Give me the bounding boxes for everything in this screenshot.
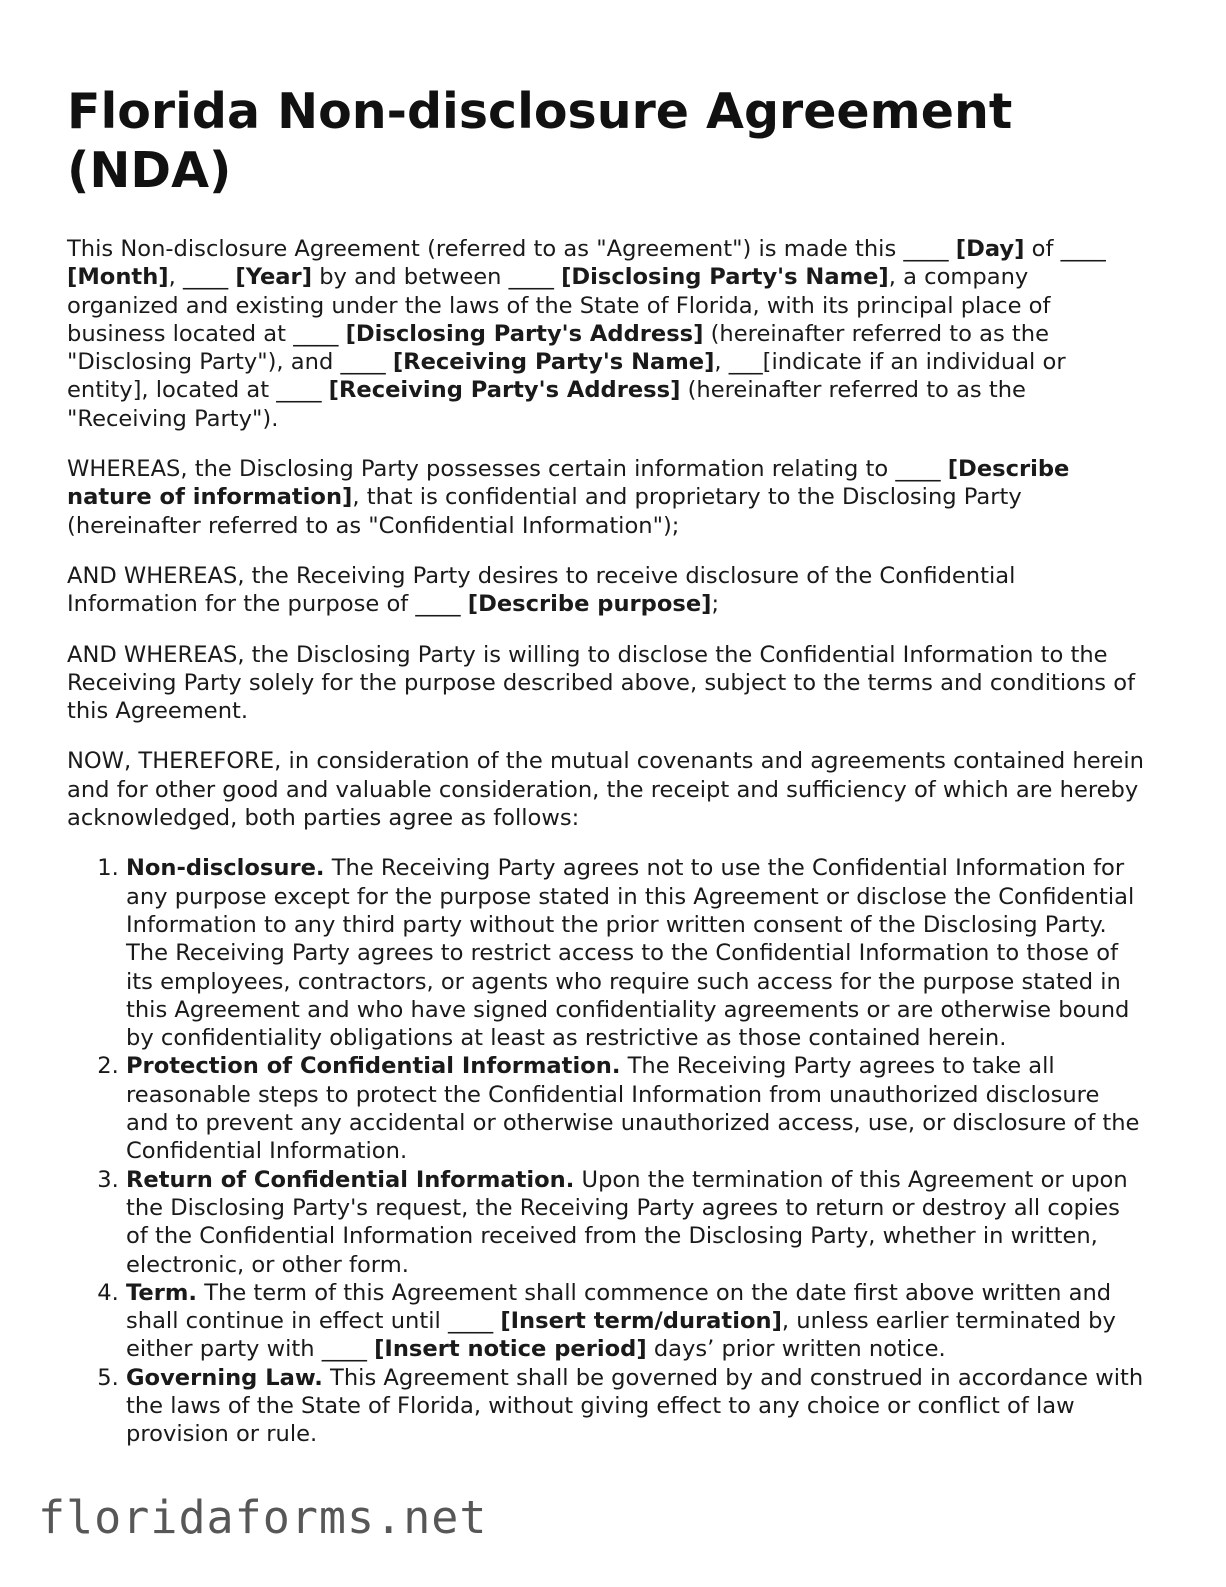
whereas2-text-1: AND WHEREAS, the Receiving Party desires to receive disclosure of the Confidential Information for the purpose of ____ bbox=[67, 562, 1016, 618]
purpose-placeholder: [Describe purpose] bbox=[467, 591, 712, 618]
clause-text: This Agreement shall be governed by and construed in accordance with the laws of the State of Florida, without giving effect to any choice or conflict of law provision or rule. bbox=[126, 1364, 1144, 1448]
clause-list bbox=[67, 854, 1147, 1448]
intro-text-8: (hereinafter referred to as the "Receiving Party"). bbox=[67, 377, 1026, 432]
clause-text: The Receiving Party agrees to take all reasonable steps to protect the Confidential Information from unauthorized disclosure and to prevent any accidental or otherwise unauthorized access, use, or disclosure of the Confidential Information. bbox=[126, 1053, 1140, 1165]
clause-heading: Term. bbox=[126, 1279, 198, 1306]
month-placeholder: [Month] bbox=[67, 264, 169, 291]
intro-text-7: , ___[indicate if an individual or entity], located at ____ bbox=[67, 349, 1066, 404]
clause-protection bbox=[126, 1052, 1147, 1165]
clause-heading: Protection of Confidential Information. bbox=[126, 1053, 621, 1080]
clause-text: , unless earlier terminated by either party with ____ bbox=[126, 1308, 1116, 1363]
intro-text-1: This Non-disclosure Agreement (referred to as "Agreement") is made this ____ bbox=[67, 236, 956, 262]
clause-text: The Receiving Party agrees not to use the Confidential Information for any purpose except for the purpose stated in this Agreement or disclose the Confidential Information to any third party without the prior written consent of the Disclosing Party. The Receiving Party agrees to restrict access to the Confidential Information to those of its employees, contractors, or agents who require such access for the purpose stated in this Agreement and who have signed confidentiality agreements or are otherwise bound by confidentiality obligations at least as restrictive as those contained herein. bbox=[126, 855, 1135, 1052]
intro-text-5: , a company organized and existing under the laws of the State of Florida, with its principal place of business located at ____ bbox=[67, 264, 1051, 347]
whereas-paragraph-3: AND WHEREAS, the Disclosing Party is willing to disclose the Confidential Information to the Receiving Party solely for the purpose described above, subject to the terms and conditions of this Agreement. bbox=[67, 641, 1136, 725]
clause-return bbox=[126, 1166, 1147, 1279]
whereas-paragraph-1 bbox=[67, 455, 1147, 540]
document-page bbox=[67, 82, 1147, 1449]
site-watermark: floridaforms.net bbox=[38, 1491, 488, 1544]
disclosing-address-placeholder: [Disclosing Party's Address] bbox=[345, 320, 704, 347]
whereas-paragraph-2 bbox=[67, 562, 1147, 619]
document-title: Florida Non-disclosure Agreement (NDA) bbox=[67, 83, 1013, 199]
disclosing-name-placeholder: [Disclosing Party's Name] bbox=[561, 264, 889, 291]
clause-text: Upon the termination of this Agreement or upon the Disclosing Party's request, the Receiving Party agrees to return or destroy all copies of the Confidential Information received from the Disclosing Party, whether in written, electronic, or other form. bbox=[126, 1166, 1128, 1278]
clause-non-disclosure bbox=[126, 854, 1147, 1052]
clause-text: The term of this Agreement shall commence on the date first above written and shall continue in effect until ____ bbox=[126, 1279, 1112, 1335]
whereas1-text-1: WHEREAS, the Disclosing Party possesses certain information relating to ____ bbox=[67, 456, 948, 483]
intro-text-2: of ____ bbox=[1024, 236, 1106, 262]
day-placeholder: [Day] bbox=[955, 236, 1025, 262]
whereas2-text-2: ; bbox=[711, 591, 720, 618]
clause-term bbox=[126, 1279, 1147, 1364]
now-therefore-paragraph: NOW, THEREFORE, in consideration of the mutual covenants and agreements contained herein and for other good and valuable consideration, the receipt and sufficiency of which are hereby acknowledged, both parties agree as follows: bbox=[67, 748, 1144, 832]
term-duration-placeholder: [Insert term/duration] bbox=[500, 1308, 782, 1335]
whereas1-text-2: , that is confidential and proprietary to the Disclosing Party (hereinafter referred to as "Confidential Information"); bbox=[67, 484, 1022, 539]
clause-heading: Governing Law. bbox=[126, 1364, 323, 1391]
notice-period-placeholder: [Insert notice period] bbox=[374, 1336, 647, 1363]
receiving-address-placeholder: [Receiving Party's Address] bbox=[328, 377, 681, 404]
clause-governing-law bbox=[126, 1364, 1147, 1449]
intro-paragraph bbox=[67, 235, 1147, 433]
information-nature-placeholder: [Describe nature of information] bbox=[67, 456, 1070, 511]
intro-text-3: , ____ bbox=[168, 264, 236, 291]
intro-text-6: (hereinafter referred to as the "Disclosing Party"), and ____ bbox=[67, 320, 1049, 376]
year-placeholder: [Year] bbox=[235, 264, 313, 291]
intro-text-4: by and between ____ bbox=[312, 264, 562, 291]
receiving-name-placeholder: [Receiving Party's Name] bbox=[392, 349, 715, 376]
clause-text: days’ prior written notice. bbox=[646, 1336, 946, 1363]
clause-heading: Return of Confidential Information. bbox=[126, 1166, 575, 1193]
clause-heading: Non-disclosure. bbox=[126, 855, 325, 882]
